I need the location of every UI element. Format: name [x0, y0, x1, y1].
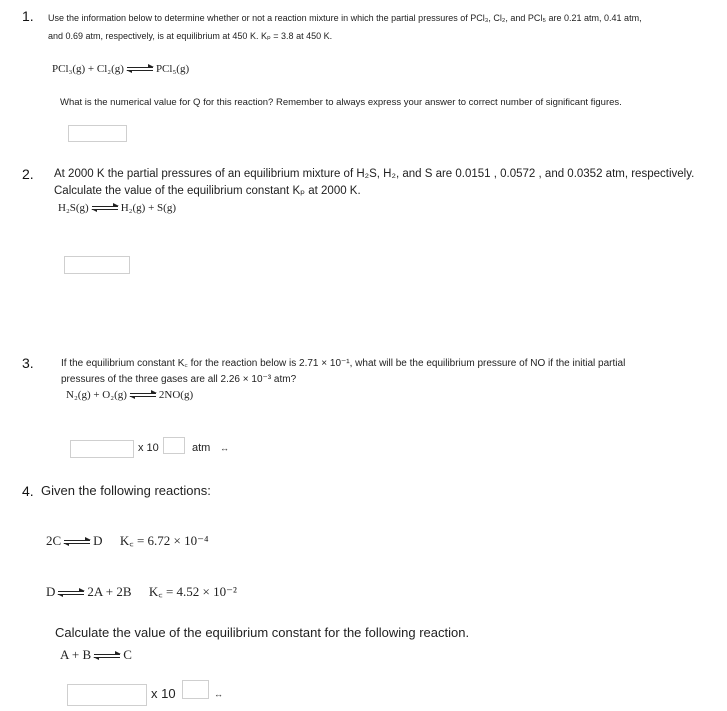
q1-text-line1: Use the information below to determine whether or not a reaction mixture in which the partial pressures of PCl₃, Cl₂, and PCl₅ are 0.21 atm, 0.41 atm, [48, 13, 642, 23]
q4-r1-left: 2C [46, 533, 62, 548]
q4-times-ten: x 10 [151, 686, 176, 701]
q2-text-line1: At 2000 K the partial pressures of an equilibrium mixture of H₂S, H₂, and S are 0.0151 , 0.0572 , and 0.0352 atm, respectively. [54, 168, 695, 180]
equilibrium-arrows-icon [58, 589, 84, 597]
q4-r2-k: K꜀ = 4.52 × 10⁻² [148, 584, 237, 599]
q3-text-line1: If the equilibrium constant K꜀ for the reaction below is 2.71 × 10⁻¹, what will be the equilibrium pressure of NO if the initial partial [61, 358, 626, 369]
q1-eq-left: PCl₃(g) + Cl₂(g) [52, 63, 124, 75]
q3-number: 3. [22, 355, 34, 371]
q4-target-left: A + B [60, 647, 92, 662]
q2-eq-left: H₂S(g) [58, 202, 89, 214]
q1-equation [52, 63, 189, 75]
q3-exponent-input[interactable] [163, 437, 185, 454]
q4-reaction-2 [46, 582, 237, 600]
q4-r2-right: 2A + 2B [87, 584, 132, 599]
q1-question: What is the numerical value for Q for this reaction? Remember to always express your answer to correct number of significant figures. [60, 97, 622, 108]
q2-equation [58, 202, 176, 214]
equilibrium-arrows-icon [130, 391, 156, 399]
q3-times-ten: x 10 [138, 442, 159, 454]
q4-spinner-icon[interactable]: ↔ [214, 689, 223, 699]
q3-eq-right: 2NO(g) [158, 389, 194, 401]
equilibrium-arrows-icon [64, 538, 90, 546]
equilibrium-arrows-icon [94, 652, 120, 660]
equilibrium-arrows-icon [127, 65, 153, 73]
q2-eq-right: H₂(g) + S(g) [120, 202, 176, 214]
q4-target-right: C [123, 647, 132, 662]
q1-number: 1. [22, 8, 34, 24]
q3-unit: atm [192, 442, 211, 454]
q4-reaction-1 [46, 531, 209, 549]
q3-text-line2: pressures of the three gases are all 2.26 × 10⁻³ atm? [61, 374, 297, 385]
q4-target-reaction [60, 647, 132, 663]
q4-r2-left: D [46, 584, 56, 599]
q3-equation [66, 389, 193, 401]
q4-mantissa-input[interactable] [67, 684, 147, 706]
q4-instruction: Calculate the value of the equilibrium constant for the following reaction. [55, 625, 470, 640]
q3-eq-left: N₂(g) + O₂(g) [66, 389, 127, 401]
q1-answer-input[interactable] [68, 125, 127, 142]
equilibrium-arrows-icon [92, 204, 118, 212]
q3-spinner-icon[interactable]: ↔ [220, 443, 229, 453]
q3-mantissa-input[interactable] [70, 440, 134, 458]
q4-heading: Given the following reactions: [41, 483, 211, 498]
q2-answer-input[interactable] [64, 256, 130, 274]
q1-text-line2: and 0.69 atm, respectively, is at equilibrium at 450 K. Kₚ = 3.8 at 450 K. [48, 31, 333, 41]
q4-r1-right: D [93, 533, 103, 548]
q2-text-line2: Calculate the value of the equilibrium constant Kₚ at 2000 K. [54, 185, 361, 197]
q4-number: 4. [22, 483, 34, 499]
q4-r1-k: K꜀ = 6.72 × 10⁻⁴ [119, 533, 209, 548]
q2-number: 2. [22, 166, 34, 182]
q4-exponent-input[interactable] [182, 680, 209, 699]
q1-eq-right: PCl₅(g) [155, 63, 190, 75]
